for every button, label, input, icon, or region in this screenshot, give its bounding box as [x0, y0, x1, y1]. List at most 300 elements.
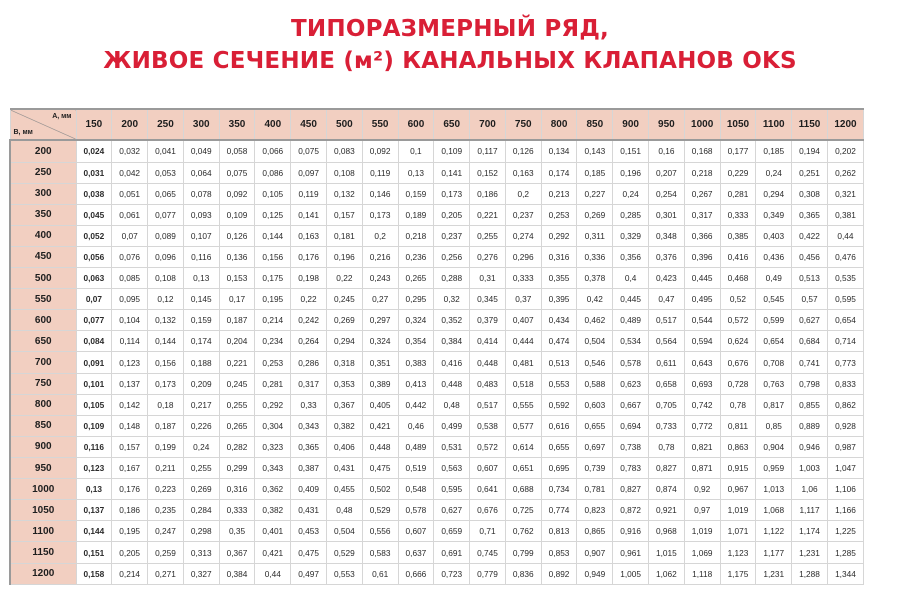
- table-cell: 0,324: [362, 331, 398, 352]
- table-cell: 0,17: [219, 289, 255, 310]
- table-cell: 0,442: [398, 394, 434, 415]
- table-cell: 0,436: [756, 246, 792, 267]
- table-cell: 0,874: [649, 479, 685, 500]
- table-cell: 0,176: [291, 246, 327, 267]
- table-cell: 0,553: [326, 563, 362, 584]
- table-cell: 0,376: [649, 246, 685, 267]
- table-cell: 0,269: [326, 310, 362, 331]
- table-cell: 0,538: [470, 415, 506, 436]
- table-cell: 0,223: [148, 479, 184, 500]
- table-cell: 0,556: [362, 521, 398, 542]
- column-header: 700: [470, 109, 506, 140]
- table-cell: 0,173: [434, 183, 470, 204]
- table-cell: 0,362: [255, 479, 291, 500]
- table-cell: 0,292: [255, 394, 291, 415]
- table-cell: 0,235: [148, 500, 184, 521]
- table-cell: 0,187: [219, 310, 255, 331]
- table-cell: 0,294: [756, 183, 792, 204]
- table-cell: 0,367: [326, 394, 362, 415]
- table-cell: 1,106: [827, 479, 863, 500]
- table-cell: 0,85: [756, 415, 792, 436]
- table-cell: 0,185: [756, 140, 792, 162]
- table-cell: 0,297: [362, 310, 398, 331]
- header-row: [10, 109, 864, 140]
- b-axis-label: B, мм: [13, 129, 33, 136]
- table-cell: 0,285: [613, 204, 649, 225]
- table-cell: 0,194: [792, 140, 828, 162]
- row-header: 600: [10, 310, 76, 331]
- table-cell: 0,799: [505, 542, 541, 563]
- table-cell: 0,627: [434, 500, 470, 521]
- table-cell: 0,196: [613, 162, 649, 183]
- table-cell: 0,414: [470, 331, 506, 352]
- table-cell: 0,12: [148, 289, 184, 310]
- table-cell: 0,24: [613, 183, 649, 204]
- table-cell: 0,049: [183, 140, 219, 162]
- table-cell: 0,125: [255, 204, 291, 225]
- table-cell: 0,71: [470, 521, 506, 542]
- table-cell: 0,255: [219, 394, 255, 415]
- table-cell: 0,157: [326, 204, 362, 225]
- table-cell: 0,157: [112, 436, 148, 457]
- table-cell: 1,123: [720, 542, 756, 563]
- table-cell: 0,181: [326, 225, 362, 246]
- table-cell: 0,084: [76, 331, 112, 352]
- table-cell: 0,032: [112, 140, 148, 162]
- table-cell: 0,105: [255, 183, 291, 204]
- table-cell: 0,921: [649, 500, 685, 521]
- table-cell: 0,16: [649, 140, 685, 162]
- row-header: 850: [10, 415, 76, 436]
- table-cell: 0,928: [827, 415, 863, 436]
- table-cell: 0,345: [470, 289, 506, 310]
- table-row: [10, 225, 864, 246]
- table-cell: 0,387: [291, 458, 327, 479]
- table-cell: 0,137: [76, 500, 112, 521]
- table-cell: 0,218: [684, 162, 720, 183]
- table-cell: 0,695: [541, 458, 577, 479]
- table-cell: 0,513: [541, 352, 577, 373]
- table-cell: 0,817: [756, 394, 792, 415]
- table-cell: 0,453: [291, 521, 327, 542]
- table-cell: 0,383: [398, 352, 434, 373]
- table-cell: 0,594: [684, 331, 720, 352]
- table-cell: 0,676: [720, 352, 756, 373]
- row-header: 950: [10, 458, 76, 479]
- table-cell: 0,202: [827, 140, 863, 162]
- table-row: [10, 436, 864, 457]
- table-cell: 0,109: [76, 415, 112, 436]
- row-header: 650: [10, 331, 76, 352]
- table-cell: 0,123: [76, 458, 112, 479]
- table-cell: 0,159: [398, 183, 434, 204]
- row-header: 300: [10, 183, 76, 204]
- table-cell: 0,254: [649, 183, 685, 204]
- table-cell: 0,176: [112, 479, 148, 500]
- table-cell: 0,296: [505, 246, 541, 267]
- table-cell: 0,058: [219, 140, 255, 162]
- table-cell: 0,22: [326, 268, 362, 289]
- table-cell: 0,599: [756, 310, 792, 331]
- table-cell: 0,853: [541, 542, 577, 563]
- table-cell: 0,295: [398, 289, 434, 310]
- table-cell: 0,333: [720, 204, 756, 225]
- row-header: 400: [10, 225, 76, 246]
- row-header: 500: [10, 268, 76, 289]
- table-cell: 0,455: [326, 479, 362, 500]
- table-cell: 0,741: [792, 352, 828, 373]
- table-cell: 1,062: [649, 563, 685, 584]
- table-cell: 0,153: [219, 268, 255, 289]
- table-cell: 0,61: [362, 563, 398, 584]
- table-cell: 0,968: [649, 521, 685, 542]
- table-cell: 0,269: [183, 479, 219, 500]
- table-cell: 0,57: [792, 289, 828, 310]
- table-cell: 0,134: [541, 140, 577, 162]
- table-cell: 0,365: [291, 436, 327, 457]
- table-cell: 0,245: [326, 289, 362, 310]
- table-cell: 0,123: [112, 352, 148, 373]
- table-cell: 0,271: [148, 563, 184, 584]
- column-header: 300: [183, 109, 219, 140]
- table-cell: 0,053: [148, 162, 184, 183]
- table-cell: 0,117: [470, 140, 506, 162]
- table-cell: 0,32: [434, 289, 470, 310]
- table-cell: 0,592: [541, 394, 577, 415]
- table-cell: 0,603: [577, 394, 613, 415]
- table-row: [10, 542, 864, 563]
- table-cell: 0,49: [756, 268, 792, 289]
- table-cell: 0,077: [76, 310, 112, 331]
- table-cell: 0,504: [577, 331, 613, 352]
- table-cell: 0,198: [291, 268, 327, 289]
- table-cell: 0,18: [148, 394, 184, 415]
- table-row: [10, 268, 864, 289]
- table-cell: 0,158: [76, 563, 112, 584]
- table-cell: 0,288: [434, 268, 470, 289]
- table-cell: 0,167: [112, 458, 148, 479]
- table-cell: 0,517: [470, 394, 506, 415]
- table-cell: 0,247: [148, 521, 184, 542]
- table-cell: 0,546: [577, 352, 613, 373]
- table-cell: 0,253: [541, 204, 577, 225]
- row-header: 1150: [10, 542, 76, 563]
- table-cell: 0,409: [291, 479, 327, 500]
- table-cell: 0,734: [541, 479, 577, 500]
- table-cell: 0,07: [76, 289, 112, 310]
- table-cell: 1,015: [649, 542, 685, 563]
- table-cell: 0,229: [720, 162, 756, 183]
- table-cell: 0,434: [541, 310, 577, 331]
- table-cell: 0,655: [541, 436, 577, 457]
- table-cell: 0,583: [362, 542, 398, 563]
- table-cell: 0,872: [613, 500, 649, 521]
- table-cell: 0,259: [148, 542, 184, 563]
- table-cell: 0,321: [827, 183, 863, 204]
- table-cell: 0,502: [362, 479, 398, 500]
- table-cell: 0,253: [255, 352, 291, 373]
- table-cell: 0,733: [649, 415, 685, 436]
- table-cell: 0,693: [684, 373, 720, 394]
- table-cell: 1,117: [792, 500, 828, 521]
- table-cell: 0,967: [720, 479, 756, 500]
- table-cell: 0,242: [291, 310, 327, 331]
- table-cell: 0,146: [362, 183, 398, 204]
- table-cell: 0,588: [577, 373, 613, 394]
- table-cell: 0,416: [434, 352, 470, 373]
- table-cell: 0,448: [362, 436, 398, 457]
- table-cell: 0,823: [577, 500, 613, 521]
- table-cell: 0,187: [148, 415, 184, 436]
- table-cell: 0,329: [613, 225, 649, 246]
- table-cell: 0,056: [76, 246, 112, 267]
- table-cell: 0,269: [577, 204, 613, 225]
- table-cell: 0,104: [112, 310, 148, 331]
- table-cell: 0,281: [720, 183, 756, 204]
- table-cell: 0,384: [219, 563, 255, 584]
- table-cell: 0,205: [434, 204, 470, 225]
- table-cell: 0,083: [326, 140, 362, 162]
- table-cell: 0,739: [577, 458, 613, 479]
- table-cell: 0,444: [505, 331, 541, 352]
- table-cell: 0,745: [470, 542, 506, 563]
- table-cell: 0,22: [291, 289, 327, 310]
- table-cell: 0,382: [255, 500, 291, 521]
- table-cell: 0,655: [577, 415, 613, 436]
- table-cell: 0,367: [219, 542, 255, 563]
- table-cell: 0,431: [291, 500, 327, 521]
- table-cell: 0,705: [649, 394, 685, 415]
- table-cell: 0,448: [470, 352, 506, 373]
- table-cell: 0,366: [684, 225, 720, 246]
- table-cell: 0,221: [219, 352, 255, 373]
- table-cell: 0,324: [398, 310, 434, 331]
- table-cell: 1,019: [720, 500, 756, 521]
- table-cell: 0,535: [827, 268, 863, 289]
- column-header: 250: [148, 109, 184, 140]
- page-title-line-2: ЖИВОЕ СЕЧЕНИЕ (м²) КАНАЛЬНЫХ КЛАПАНОВ OKS: [103, 48, 797, 74]
- table-cell: 0,119: [291, 183, 327, 204]
- table-cell: 0,045: [76, 204, 112, 225]
- table-cell: 0,773: [827, 352, 863, 373]
- table-row: [10, 500, 864, 521]
- table-cell: 0,145: [183, 289, 219, 310]
- table-row: [10, 204, 864, 225]
- column-header: 350: [219, 109, 255, 140]
- table-cell: 0,313: [183, 542, 219, 563]
- table-cell: 0,37: [505, 289, 541, 310]
- table-cell: 0,462: [577, 310, 613, 331]
- table-cell: 1,071: [720, 521, 756, 542]
- table-cell: 0,742: [684, 394, 720, 415]
- table-cell: 0,497: [291, 563, 327, 584]
- table-cell: 0,827: [649, 458, 685, 479]
- table-cell: 0,333: [219, 500, 255, 521]
- table-cell: 0,78: [720, 394, 756, 415]
- table-cell: 0,407: [505, 310, 541, 331]
- table-row: [10, 183, 864, 204]
- table-cell: 0,218: [398, 225, 434, 246]
- table-cell: 0,126: [219, 225, 255, 246]
- table-cell: 0,616: [541, 415, 577, 436]
- table-row: [10, 162, 864, 183]
- table-cell: 0,403: [756, 225, 792, 246]
- table-cell: 0,475: [291, 542, 327, 563]
- table-cell: 0,365: [792, 204, 828, 225]
- column-header: 1000: [684, 109, 720, 140]
- table-cell: 0,163: [291, 225, 327, 246]
- table-cell: 0,688: [505, 479, 541, 500]
- table-cell: 0,243: [362, 268, 398, 289]
- table-cell: 0,481: [505, 352, 541, 373]
- corner-cell: [10, 109, 76, 140]
- table-row: [10, 140, 864, 162]
- table-cell: 0,763: [756, 373, 792, 394]
- table-cell: 0,708: [756, 352, 792, 373]
- table-cell: 0,517: [649, 310, 685, 331]
- table-cell: 0,353: [326, 373, 362, 394]
- table-cell: 0,265: [398, 268, 434, 289]
- table-cell: 0,276: [470, 246, 506, 267]
- table-cell: 0,352: [434, 310, 470, 331]
- table-cell: 0,578: [398, 500, 434, 521]
- row-header: 1050: [10, 500, 76, 521]
- table-cell: 0,762: [505, 521, 541, 542]
- table-cell: 0,105: [76, 394, 112, 415]
- table-cell: 0,529: [326, 542, 362, 563]
- table-cell: 0,211: [148, 458, 184, 479]
- table-row: [10, 415, 864, 436]
- table-cell: 0,697: [577, 436, 613, 457]
- table-cell: 0,422: [792, 225, 828, 246]
- table-cell: 0,355: [541, 268, 577, 289]
- table-cell: 0,483: [470, 373, 506, 394]
- table-cell: 1,225: [827, 521, 863, 542]
- table-cell: 0,396: [684, 246, 720, 267]
- table-cell: 0,468: [720, 268, 756, 289]
- table-cell: 0,423: [649, 268, 685, 289]
- table-cell: 0,299: [219, 458, 255, 479]
- table-cell: 0,132: [326, 183, 362, 204]
- table-cell: 0,189: [398, 204, 434, 225]
- table-cell: 0,413: [398, 373, 434, 394]
- table-cell: 0,772: [684, 415, 720, 436]
- table-cell: 1,175: [720, 563, 756, 584]
- table-cell: 0,07: [112, 225, 148, 246]
- table-cell: 0,245: [219, 373, 255, 394]
- table-cell: 0,318: [326, 352, 362, 373]
- table-cell: 0,151: [76, 542, 112, 563]
- table-cell: 0,077: [148, 204, 184, 225]
- table-cell: 0,813: [541, 521, 577, 542]
- table-cell: 0,063: [76, 268, 112, 289]
- table-cell: 0,186: [470, 183, 506, 204]
- table-cell: 0,042: [112, 162, 148, 183]
- table-cell: 0,833: [827, 373, 863, 394]
- column-header: 600: [398, 109, 434, 140]
- table-cell: 0,47: [649, 289, 685, 310]
- table-cell: 0,405: [362, 394, 398, 415]
- table-cell: 0,173: [362, 204, 398, 225]
- table-cell: 0,24: [183, 436, 219, 457]
- table-cell: 0,27: [362, 289, 398, 310]
- table-cell: 0,892: [541, 563, 577, 584]
- table-cell: 0,714: [827, 331, 863, 352]
- table-cell: 0,389: [362, 373, 398, 394]
- table-cell: 0,173: [148, 373, 184, 394]
- table-cell: 0,256: [434, 246, 470, 267]
- table-cell: 0,317: [291, 373, 327, 394]
- table-cell: 0,499: [434, 415, 470, 436]
- table-cell: 0,798: [792, 373, 828, 394]
- table-body: [10, 140, 864, 585]
- row-header: 1100: [10, 521, 76, 542]
- table-cell: 0,086: [255, 162, 291, 183]
- table-cell: 1,177: [756, 542, 792, 563]
- page-title-line-1: ТИПОРАЗМЕРНЫЙ РЯД,: [291, 16, 609, 42]
- table-cell: 0,265: [219, 415, 255, 436]
- table-cell: 0,226: [183, 415, 219, 436]
- table-cell: 0,116: [76, 436, 112, 457]
- table-cell: 0,518: [505, 373, 541, 394]
- table-cell: 0,624: [720, 331, 756, 352]
- table-cell: 0,474: [541, 331, 577, 352]
- table-cell: 0,142: [112, 394, 148, 415]
- table-cell: 0,237: [505, 204, 541, 225]
- table-cell: 0,274: [505, 225, 541, 246]
- table-cell: 0,317: [684, 204, 720, 225]
- table-cell: 0,101: [76, 373, 112, 394]
- table-cell: 1,231: [792, 542, 828, 563]
- column-header: 450: [291, 109, 327, 140]
- table-cell: 0,382: [326, 415, 362, 436]
- table-cell: 0,384: [434, 331, 470, 352]
- table-cell: 0,333: [505, 268, 541, 289]
- table-cell: 1,068: [756, 500, 792, 521]
- table-cell: 0,651: [505, 458, 541, 479]
- table-cell: 0,863: [720, 436, 756, 457]
- row-header: 450: [10, 246, 76, 267]
- table-cell: 0,092: [362, 140, 398, 162]
- table-cell: 0,421: [362, 415, 398, 436]
- size-table: [9, 108, 864, 585]
- table-cell: 0,48: [326, 500, 362, 521]
- table-cell: 0,163: [505, 162, 541, 183]
- table-cell: 0,862: [827, 394, 863, 415]
- table-cell: 0,075: [219, 162, 255, 183]
- table-cell: 0,2: [505, 183, 541, 204]
- table-cell: 1,019: [684, 521, 720, 542]
- table-cell: 0,614: [505, 436, 541, 457]
- table-cell: 0,959: [756, 458, 792, 479]
- table-cell: 0,52: [720, 289, 756, 310]
- table-cell: 0,151: [613, 140, 649, 162]
- table-cell: 0,667: [613, 394, 649, 415]
- table-cell: 0,611: [649, 352, 685, 373]
- table-cell: 0,448: [434, 373, 470, 394]
- table-cell: 0,811: [720, 415, 756, 436]
- table-row: [10, 246, 864, 267]
- column-header: 500: [326, 109, 362, 140]
- row-header: 1000: [10, 479, 76, 500]
- column-header: 1200: [827, 109, 863, 140]
- table-row: [10, 352, 864, 373]
- table-cell: 0,836: [505, 563, 541, 584]
- table-cell: 0,195: [255, 289, 291, 310]
- column-header: 200: [112, 109, 148, 140]
- table-cell: 0,093: [183, 204, 219, 225]
- table-cell: 0,096: [148, 246, 184, 267]
